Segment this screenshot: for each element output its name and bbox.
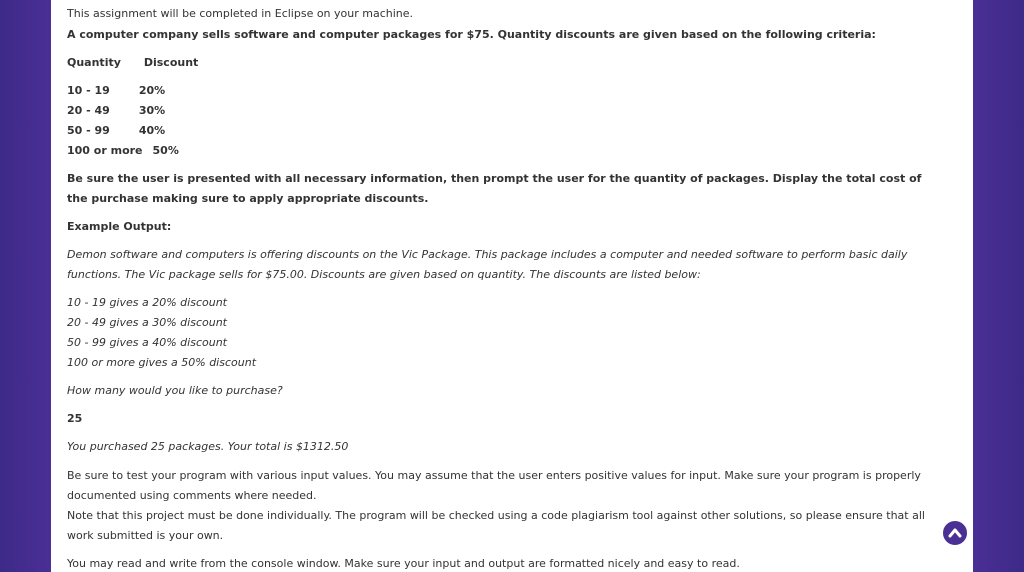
row-discount: 30% bbox=[138, 104, 166, 117]
quantity-header: Quantity bbox=[67, 56, 121, 69]
scroll-to-top-button[interactable] bbox=[941, 519, 969, 547]
example-discount-line: 10 - 19 gives a 20% discount bbox=[67, 296, 227, 309]
assignment-page bbox=[51, 0, 973, 572]
intro-text: This assignment will be completed in Eclipse on your machine. bbox=[67, 7, 414, 20]
individual-work-note: Note that this project must be done individually. The program will be checked using a code plagiarism tool against other solutions, so please ensure that all work submitted is your own. bbox=[67, 509, 925, 542]
example-description: Demon software and computers is offering discounts on the Vic Package. This package includes a computer and needed software to perform basic daily functions. The Vic package sells for $75.00. Discounts are given based on quantity. The discounts are listed below: bbox=[67, 248, 908, 281]
discount-table-header bbox=[67, 53, 198, 73]
requirement-text: Be sure the user is presented with all necessary information, then prompt the user for the quantity of packages. Display the total cost of the purchase making sure to apply appropriate discounts. bbox=[67, 172, 922, 205]
table-row bbox=[67, 101, 165, 121]
row-quantity: 50 - 99 bbox=[67, 124, 110, 137]
row-discount: 50% bbox=[152, 144, 179, 157]
table-row bbox=[67, 121, 165, 141]
example-input: 25 bbox=[67, 412, 83, 425]
example-discount-line: 20 - 49 gives a 30% discount bbox=[67, 316, 227, 329]
row-quantity: 20 - 49 bbox=[67, 104, 110, 117]
problem-statement: A computer company sells software and computer packages for $75. Quantity discounts are given based on the following criteria: bbox=[67, 28, 876, 41]
row-quantity: 100 or more bbox=[67, 144, 143, 157]
row-discount: 20% bbox=[138, 84, 166, 97]
example-heading: Example Output: bbox=[67, 220, 172, 233]
example-discount-line: 50 - 99 gives a 40% discount bbox=[67, 336, 227, 349]
row-quantity: 10 - 19 bbox=[67, 84, 110, 97]
example-prompt: How many would you like to purchase? bbox=[67, 384, 283, 397]
row-discount: 40% bbox=[138, 124, 166, 137]
discount-header: Discount bbox=[143, 56, 199, 69]
example-discount-line: 100 or more gives a 50% discount bbox=[67, 356, 257, 369]
testing-note: Be sure to test your program with various input values. You may assume that the user enters positive values for input. Make sure your program is properly documented using comments where needed. bbox=[67, 469, 921, 502]
table-row bbox=[67, 81, 165, 101]
console-note: You may read and write from the console window. Make sure your input and output are formatted nicely and easy to read. bbox=[67, 557, 740, 570]
table-row bbox=[67, 141, 179, 161]
chevron-up-circle-icon bbox=[947, 525, 963, 541]
example-result: You purchased 25 packages. Your total is $1312.50 bbox=[67, 440, 349, 453]
